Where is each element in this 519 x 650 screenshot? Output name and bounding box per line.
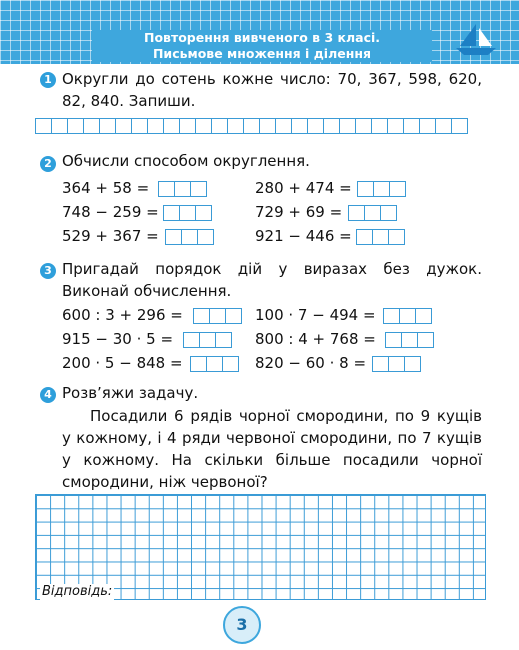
task3-expr-left-3: 200 · 5 − 848 =: [62, 354, 183, 372]
task2-cells-right-1[interactable]: [357, 181, 406, 197]
task2-cells-left-3[interactable]: [165, 229, 214, 245]
task4-problem-text: Посадили 6 рядів чорної смородини, по 9 кущів у кожному, і 4 ряди червоної смородини, по 7 кущів у кожному. На скільки більше посадили чорної смородини, ніж червоної?: [62, 407, 482, 491]
lesson-title-line2: Письмове множення і ділення: [152, 46, 372, 61]
task2-cells-left-1[interactable]: [158, 181, 207, 197]
task2-number-badge: 2: [40, 156, 56, 172]
task2-cells-left-2[interactable]: [163, 205, 212, 221]
task2-expr-left-2: 748 − 259 =: [62, 203, 159, 221]
task3-expr-right-1: 100 · 7 − 494 =: [255, 306, 376, 324]
lesson-title: [92, 30, 432, 62]
task1-text: Округли до сотень кожне число: 70, 367, 598, 620, 82, 840. Запиши.: [62, 70, 482, 110]
task2-expr-left-3: 529 + 367 =: [62, 227, 159, 245]
task2-cells-right-2[interactable]: [348, 205, 397, 221]
task2-expr-right-1: 280 + 474 =: [255, 179, 352, 197]
page-header: [0, 0, 519, 64]
answer-label: Відповідь:: [42, 584, 113, 599]
task1-number-badge: 1: [40, 72, 56, 88]
task3-cells-left-3[interactable]: [190, 356, 239, 372]
sailboat-icon: [452, 22, 500, 58]
task2-cells-right-3[interactable]: [356, 229, 405, 245]
task4-text: Розв’яжи задачу.: [62, 384, 199, 402]
task3-cells-left-1[interactable]: [193, 308, 242, 324]
task3-text: Пригадай порядок дій у виразах без дужок. Виконай обчислення.: [62, 260, 482, 300]
task3-expr-left-1: 600 : 3 + 296 =: [62, 306, 183, 324]
task2-text: Обчисли способом округлення.: [62, 152, 310, 170]
task3-expr-right-3: 820 − 60 · 8 =: [255, 354, 367, 372]
task1-answer-cells[interactable]: [35, 118, 468, 134]
task2-expr-right-3: 921 − 446 =: [255, 227, 352, 245]
lesson-title-line1: Повторення вивченого в 3 класі.: [143, 30, 381, 45]
task2-expr-left-1: 364 + 58 =: [62, 179, 150, 197]
task3-cells-right-1[interactable]: [383, 308, 432, 324]
task3-number-badge: 3: [40, 263, 56, 279]
task4-number-badge: 4: [40, 387, 56, 403]
task3-cells-right-3[interactable]: [372, 356, 421, 372]
task2-expr-right-2: 729 + 69 =: [255, 203, 343, 221]
page-number: 3: [223, 606, 261, 644]
task3-expr-left-2: 915 − 30 · 5 =: [62, 330, 174, 348]
task3-cells-left-2[interactable]: [183, 332, 232, 348]
task3-expr-right-2: 800 : 4 + 768 =: [255, 330, 376, 348]
task3-cells-right-2[interactable]: [385, 332, 434, 348]
